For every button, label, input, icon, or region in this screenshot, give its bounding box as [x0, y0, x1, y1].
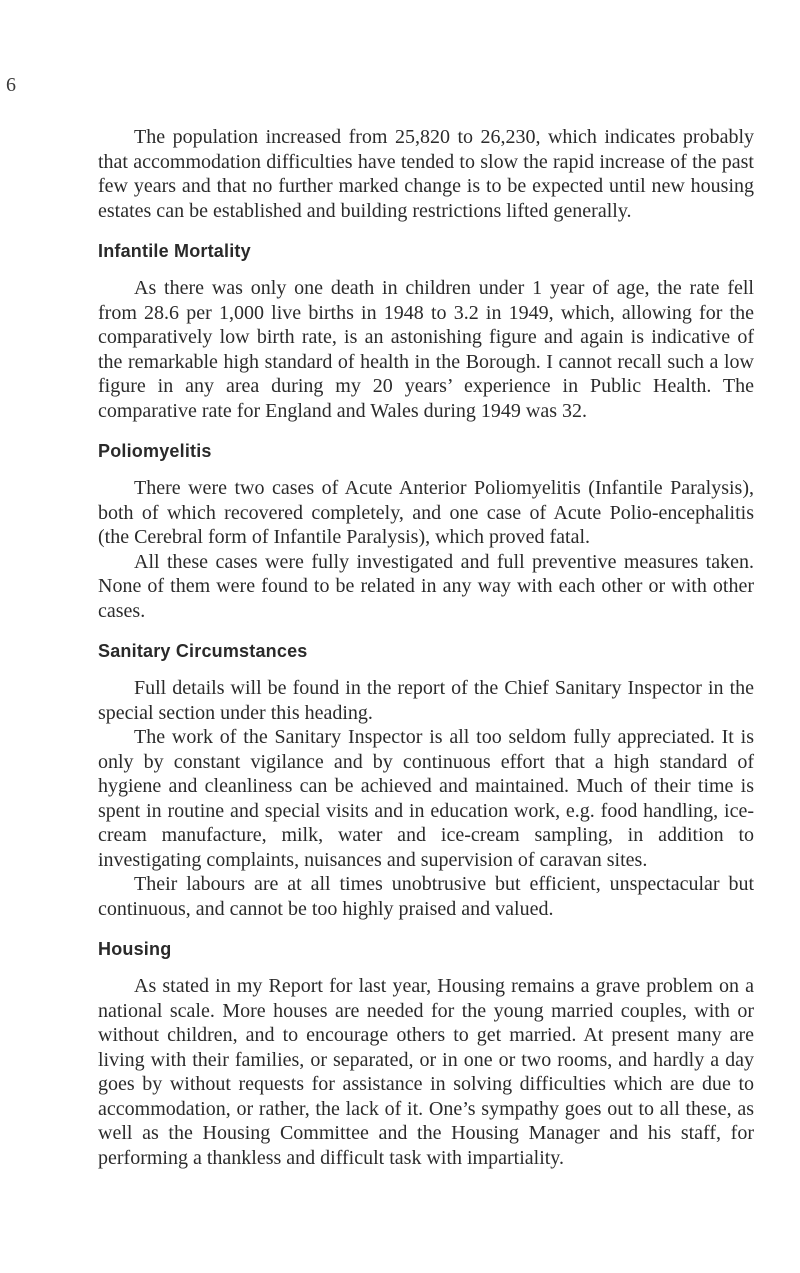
section-paragraph: Their labours are at all times unobtrusive but efficient, unspectacular but continuous, and cannot be too highly praised and valued. — [98, 873, 754, 920]
section-paragraph: Full details will be found in the report of the Chief Sanitary Inspector in the special section under this heading. — [98, 677, 754, 724]
section-heading: Sanitary Circumstances — [98, 641, 308, 661]
section-paragraph: As there was only one death in children under 1 year of age, the rate fell from 28.6 per 1,000 live births in 1948 to 3.2 in 1949, which, allowing for the comparatively low birth rate, is an astonishing figure and again is indicative of the remarkable high standard of health in the Borough. I cannot recall such a low figure in any area during my 20 years’ experience in Public Health. The comparative rate for England and Wales during 1949 was 32. — [98, 277, 754, 422]
section-heading: Poliomyelitis — [98, 441, 212, 461]
intro-paragraph: The population increased from 25,820 to 26,230, which indicates probably that accommodation difficulties have tended to slow the rapid increase of the past few years and that no further marked change is to be expected until new housing estates can be established and building restrictions lifted generally. — [98, 126, 754, 222]
document-body — [98, 125, 754, 1170]
section-heading: Housing — [98, 939, 172, 959]
section-infantile-mortality — [98, 239, 754, 423]
section-sanitary-circumstances — [98, 639, 754, 921]
section-poliomyelitis — [98, 439, 754, 623]
section-paragraph: There were two cases of Acute Anterior Poliomyelitis (Infantile Paralysis), both of which recovered completely, and one case of Acute Polio-encephalitis (the Cerebral form of Infantile Paralysis), which proved fatal. — [98, 477, 754, 548]
section-paragraph: All these cases were fully investigated and full preventive measures taken. None of them were found to be related in any way with each other or with other cases. — [98, 550, 754, 622]
section-heading: Infantile Mortality — [98, 241, 251, 261]
section-housing — [98, 937, 754, 1170]
page-number: 6 — [6, 74, 16, 96]
section-paragraph: As stated in my Report for last year, Housing remains a grave problem on a national scale. More houses are needed for the young married couples, with or without children, and to encourage others to get married. At present many are living with their families, or separated, or in one or two rooms, and hardly a day goes by without requests for assistance in solving difficulties which are due to accommodation, or rather, the lack of it. One’s sympathy goes out to all these, as well as the Housing Committee and the Housing Manager and his staff, for performing a thankless and difficult task with impartiality. — [98, 975, 754, 1169]
section-paragraph: The work of the Sanitary Inspector is all too seldom fully appreciated. It is only by constant vigilance and by continuous effort that a high standard of hygiene and cleanliness can be achieved and maintained. Much of their time is spent in routine and special visits and in education work, e.g. food handling, ice-cream manufacture, milk, water and ice-cream sampling, in addition to investigating complaints, nuisances and supervision of caravan sites. — [98, 726, 754, 871]
